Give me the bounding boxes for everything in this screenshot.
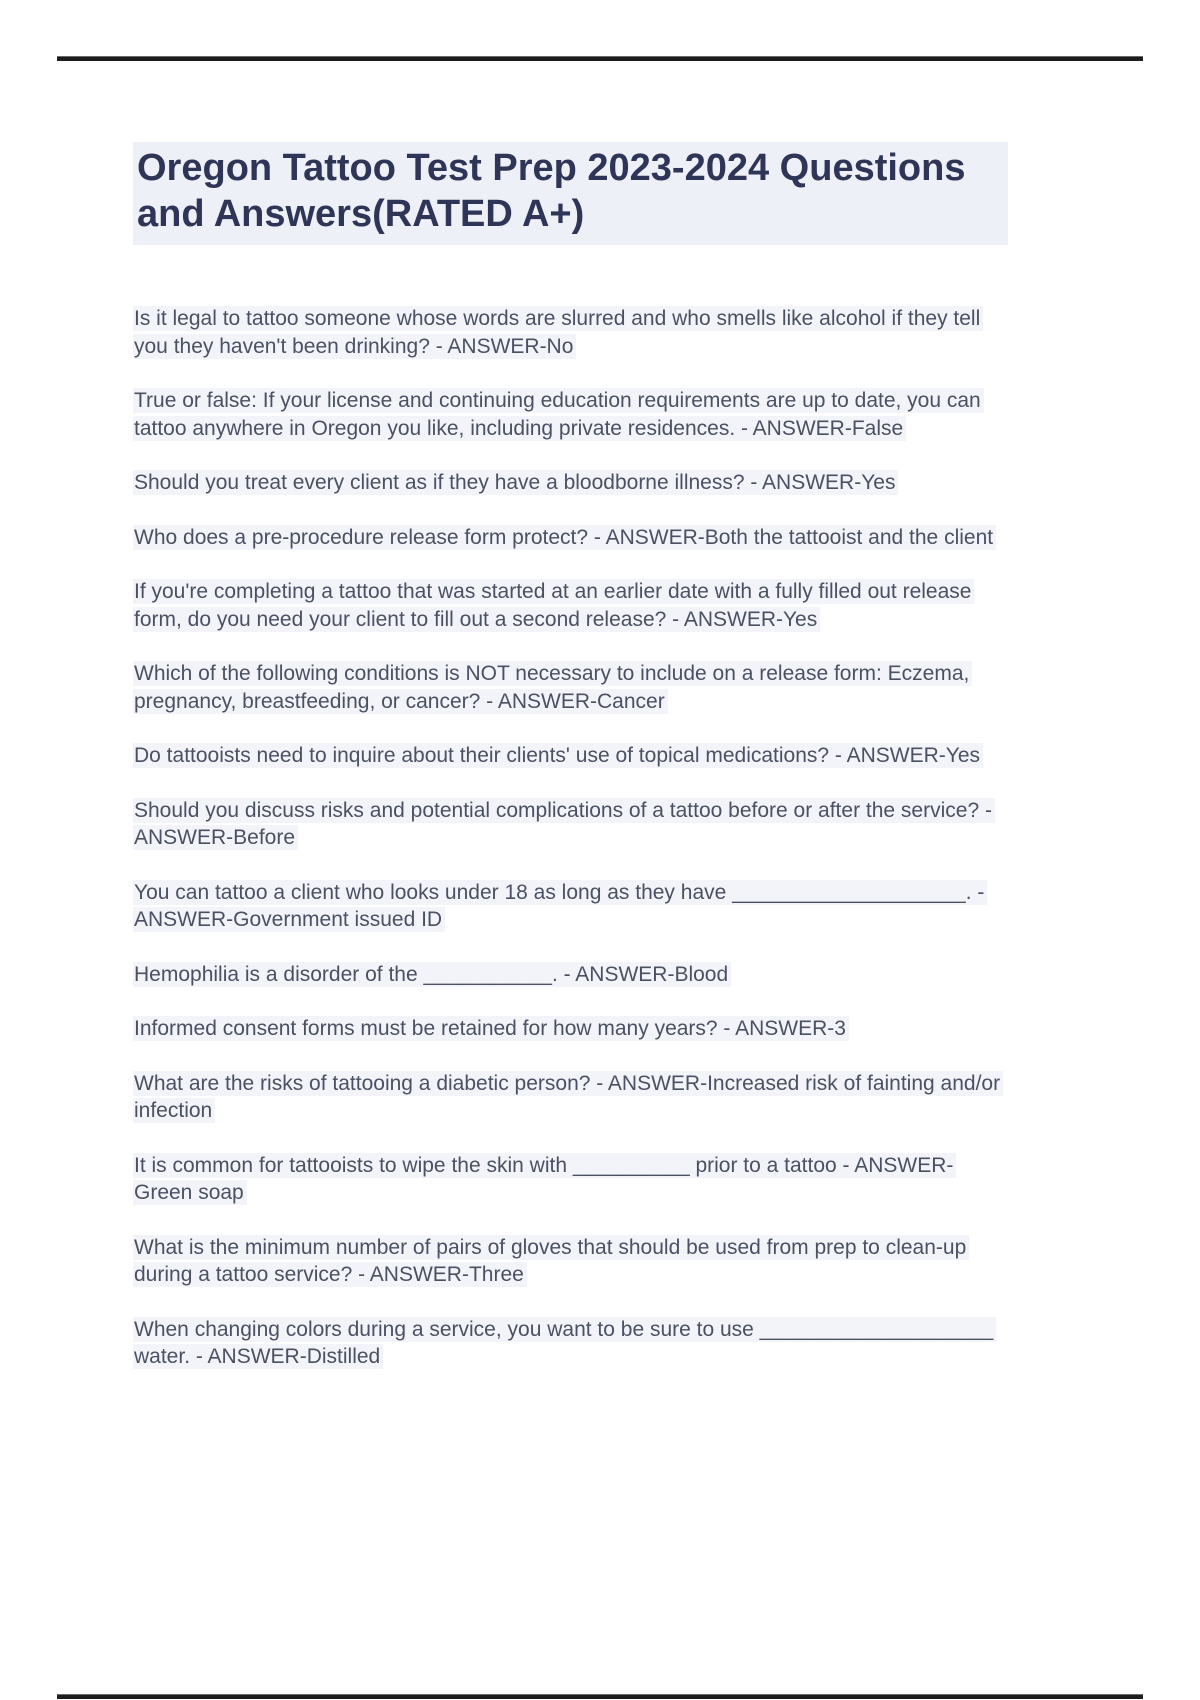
- qa-paragraph: [133, 879, 1006, 934]
- qa-paragraph: [133, 1234, 1006, 1289]
- qa-text: Do tattooists need to inquire about their clients' use of topical medications? - ANSWER-Yes: [133, 743, 983, 768]
- document-content: [133, 142, 1008, 1371]
- qa-text: What are the risks of tattooing a diabetic person? - ANSWER-Increased risk of fainting and/or infection: [133, 1071, 1003, 1124]
- qa-paragraph: [133, 1070, 1006, 1125]
- qa-paragraph: [133, 742, 1006, 770]
- qa-paragraph: [133, 1316, 1006, 1371]
- qa-paragraph: [133, 305, 1006, 360]
- qa-paragraph: [133, 1152, 1006, 1207]
- qa-paragraph: [133, 387, 1006, 442]
- qa-paragraph: [133, 578, 1006, 633]
- top-rule: [57, 56, 1143, 61]
- qa-text: Hemophilia is a disorder of the ___________. - ANSWER-Blood: [133, 962, 731, 987]
- qa-text: Which of the following conditions is NOT necessary to include on a release form: Eczema, pregnancy, breastfeeding, or cancer? - ANSWER-Cancer: [133, 661, 972, 714]
- qa-text: Is it legal to tattoo someone whose words are slurred and who smells like alcohol if they tell you they haven't been drinking? - ANSWER-No: [133, 306, 983, 359]
- qa-text: Should you discuss risks and potential complications of a tattoo before or after the service? - ANSWER-Before: [133, 798, 995, 851]
- qa-text: True or false: If your license and continuing education requirements are up to date, you can tattoo anywhere in Oregon you like, including private residences. - ANSWER-False: [133, 388, 984, 441]
- bottom-rule: [57, 1694, 1143, 1699]
- qa-paragraph: [133, 469, 1006, 497]
- qa-text: What is the minimum number of pairs of gloves that should be used from prep to clean-up during a tattoo service? - ANSWER-Three: [133, 1235, 969, 1288]
- qa-text: Should you treat every client as if they have a bloodborne illness? - ANSWER-Yes: [133, 470, 898, 495]
- qa-text: When changing colors during a service, you want to be sure to use ____________________ water. - ANSWER-Distilled: [133, 1317, 996, 1370]
- qa-text: Who does a pre-procedure release form protect? - ANSWER-Both the tattooist and the client: [133, 525, 996, 550]
- qa-paragraph: [133, 961, 1006, 989]
- qa-paragraph: [133, 797, 1006, 852]
- qa-text: It is common for tattooists to wipe the skin with __________ prior to a tattoo - ANSWER-Green soap: [133, 1153, 956, 1206]
- qa-paragraph: [133, 660, 1006, 715]
- qa-text: If you're completing a tattoo that was started at an earlier date with a fully filled out release form, do you need your client to fill out a second release? - ANSWER-Yes: [133, 579, 974, 632]
- qa-paragraph: [133, 1015, 1006, 1043]
- qa-text: Informed consent forms must be retained for how many years? - ANSWER-3: [133, 1016, 849, 1041]
- document-title: Oregon Tattoo Test Prep 2023-2024 Questions and Answers(RATED A+): [133, 142, 1008, 245]
- qa-text: You can tattoo a client who looks under 18 as long as they have ____________________. - ANSWER-Government issued ID: [133, 880, 987, 933]
- qa-paragraph: [133, 524, 1006, 552]
